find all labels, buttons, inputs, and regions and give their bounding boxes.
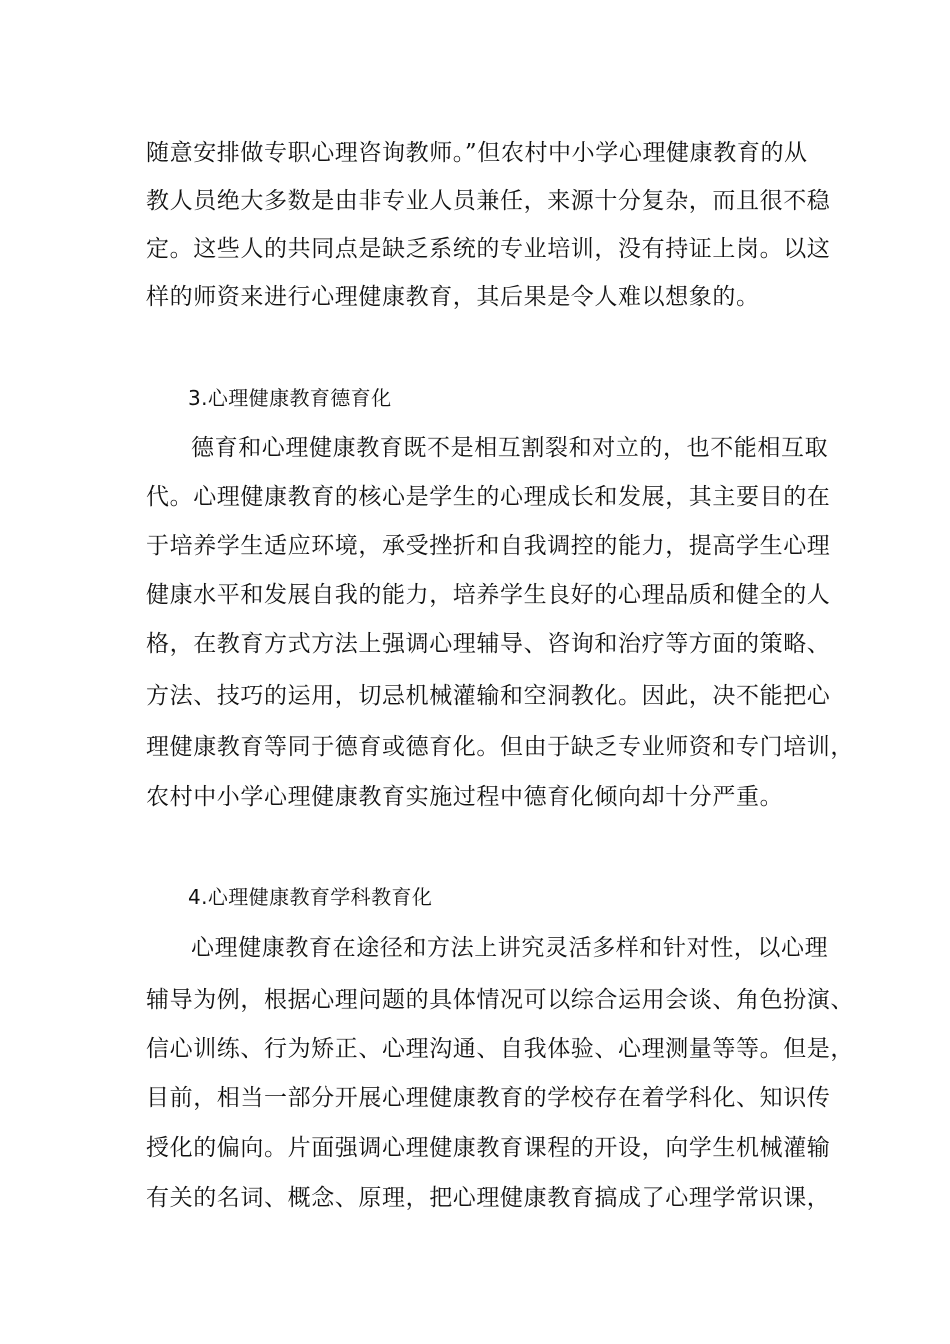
paragraph-line: 目前，相当一部分开展心理健康教育的学校存在着学科化、知识传 xyxy=(146,1085,831,1111)
paragraph-line: 代。心理健康教育的核心是学生的心理成长和发展，其主要目的在 xyxy=(146,484,831,510)
paragraph-line: 有关的名词、概念、原理，把心理健康教育搞成了心理学常识课， xyxy=(146,1185,831,1211)
paragraph-line: 方法、技巧的运用，切忌机械灌输和空洞教化。因此，决不能把心 xyxy=(146,683,831,709)
paragraph-line: 教人员绝大多数是由非专业人员兼任，来源十分复杂，而且很不稳 xyxy=(146,188,831,214)
section-heading: 4.心理健康教育学科教育化 xyxy=(188,885,433,909)
paragraph-line: 格，在教育方式方法上强调心理辅导、咨询和治疗等方面的策略、 xyxy=(146,631,831,657)
paragraph-line: 样的师资来进行心理健康教育，其后果是令人难以想象的。 xyxy=(146,284,760,310)
paragraph-line: 定。这些人的共同点是缺乏系统的专业培训，没有持证上岗。以这 xyxy=(146,236,831,262)
paragraph-line: 德育和心理健康教育既不是相互割裂和对立的，也不能相互取 xyxy=(191,435,829,461)
paragraph-line: 健康水平和发展自我的能力，培养学生良好的心理品质和健全的人 xyxy=(146,582,831,608)
paragraph-line: 于培养学生适应环境，承受挫折和自我调控的能力，提高学生心理 xyxy=(146,533,831,559)
section-heading: 3.心理健康教育德育化 xyxy=(188,386,392,410)
paragraph-line: 理健康教育等同于德育或德育化。但由于缺乏专业师资和专门培训， xyxy=(146,734,854,760)
paragraph-line: 农村中小学心理健康教育实施过程中德育化倾向却十分严重。 xyxy=(146,784,784,810)
paragraph-line: 随意安排做专职心理咨询教师。”但农村中小学心理健康教育的从 xyxy=(146,140,808,166)
paragraph-line: 辅导为例，根据心理问题的具体情况可以综合运用会谈、角色扮演、 xyxy=(146,987,854,1013)
paragraph-line: 心理健康教育在途径和方法上讲究灵活多样和针对性，以心理 xyxy=(191,935,829,961)
paragraph-line: 授化的偏向。片面强调心理健康教育课程的开设，向学生机械灌输 xyxy=(146,1135,831,1161)
paragraph-line: 信心训练、行为矫正、心理沟通、自我体验、心理测量等等。但是， xyxy=(146,1036,854,1062)
